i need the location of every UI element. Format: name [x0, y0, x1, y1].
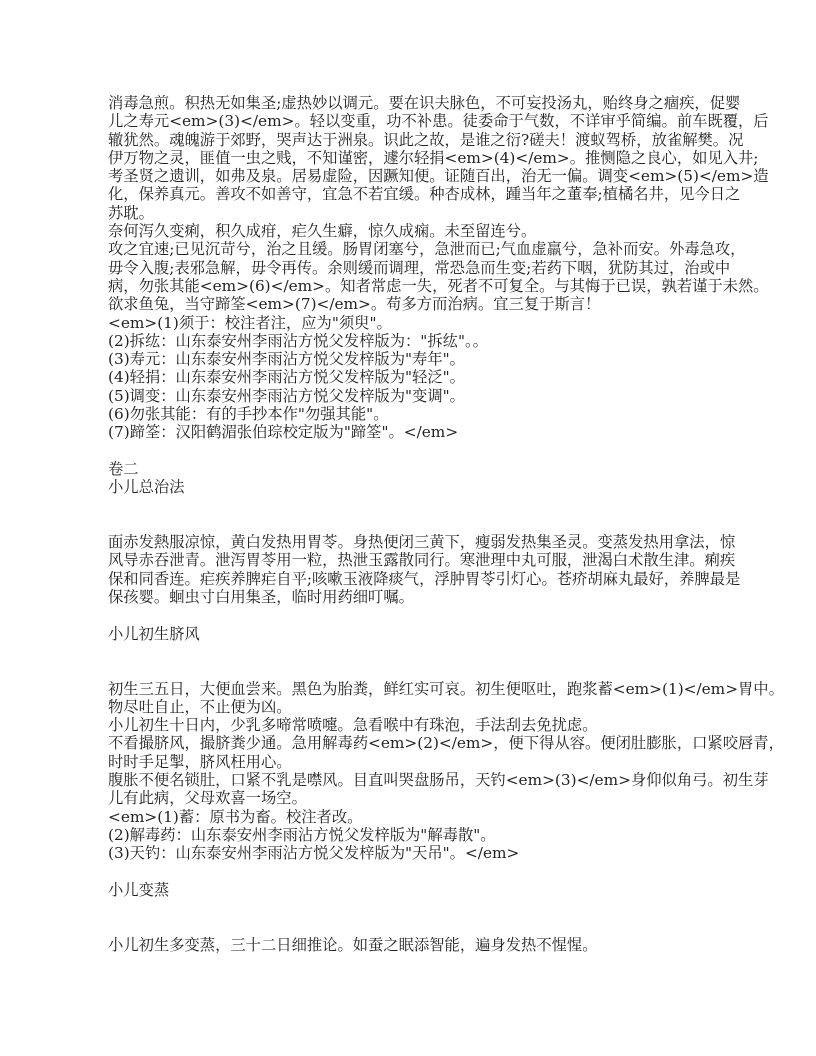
text-line: 保和同香连。疟疾养脾疟自平;咳嗽玉液降痰气，浮肿胃苓引灯心。苍疥胡麻丸最好，养脾最是: [108, 569, 741, 588]
text-line: 化，保养真元。善攻不如善守，宜急不若宜缓。种杏成林，踵当年之董奉;植橘名井，见今日之: [108, 185, 741, 204]
text-line: 风导赤吞泄青。泄泻胃苓用一粒，热泄玉露散同行。寒泄理中丸可服，泄渴白术散生津。痢疾: [108, 551, 736, 570]
preface-paragraph: [108, 94, 769, 442]
section-paragraph: [108, 936, 748, 954]
section: [108, 606, 784, 863]
section-paragraph: [108, 679, 784, 863]
text-line: (6)勿张其能：有的手抄本作"勿强其能"。: [108, 405, 389, 424]
text-line: 奈何泻久变痢，积久成疳，疟久生癖，惊久成痫。未至留连兮。: [108, 222, 537, 241]
section: [108, 862, 748, 953]
text-line: 初生三五日，大便血尝来。黑色为胎粪，鲜红实可哀。初生便呕吐，跑浆蓄<em>(1)</em>胃中。: [108, 679, 784, 698]
text-line: 儿之寿元<em>(3)</em>。轻以变重，功不补患。徒委命于气数，不详审乎简编。前车既覆，后: [108, 112, 769, 131]
text-line: <em>(1)蓄：原书为畜。校注者改。: [108, 807, 363, 826]
text-line: (7)蹄筌：汉阳鹤湄张伯琮校定版为"蹄筌"。</em>: [108, 423, 459, 442]
text-line: (3)寿元：山东泰安州李雨沾方悦父发梓版为"寿年"。: [108, 350, 465, 369]
section-heading: 小儿变蒸: [108, 880, 170, 899]
text-line: 消毒急煎。积热无如集圣;虚热妙以调元。要在识夫脉色，不可妄投汤丸，贻终身之痼疾，促婴: [108, 94, 741, 112]
text-line: 儿有此病，父母欢喜一场空。: [108, 789, 307, 808]
text-line: (5)调变：山东泰安州李雨沾方悦父发梓版为"变调"。: [108, 386, 465, 405]
section-heading: 小儿总治法: [108, 478, 185, 497]
section: [108, 478, 748, 606]
volume-title: 卷二: [108, 459, 139, 478]
text-line: 小儿初生多变蒸，三十二日细推论。如蚕之眠添智能，遍身发热不惺惺。: [108, 935, 598, 954]
text-line: 小儿初生十日内，少乳多啼常喷嚏。急看喉中有珠泡，手法刮去免扰虑。: [108, 716, 598, 735]
text-line: (2)解毒药：山东泰安州李雨沾方悦父发梓版为"解毒散"。: [108, 825, 496, 844]
text-line: 伊万物之灵，匪值一虫之贱，不知谨密，遽尔轻捐<em>(4)</em>。推恻隐之良心，如见入井;: [108, 148, 759, 167]
section-heading: 小儿初生脐风: [108, 624, 200, 643]
text-line: (3)天钓：山东泰安州李雨沾方悦父发梓版为"天吊"。</em>: [108, 844, 520, 863]
text-line: 毋令入腹;表邪急解，毋令再传。余则缓而调理，常恐急而生变;若药下咽，犹防其过，治或中: [108, 258, 731, 277]
text-line: 辙犹然。魂魄游于郊野，哭声达于洲泉。识此之故，是谁之衍?磋夫！渡蚁驾桥，放雀解樊。况: [108, 130, 744, 149]
text-line: 病，勿张其能<em>(6)</em>。知者常虑一失，死者不可复全。与其悔于已误，孰若谨于未然。: [108, 276, 769, 295]
text-line: 面赤发熱服凉惊，黄白发热用胃苓。身热便闭三黄下，瘦弱发热集圣灵。变蒸发热用拿法，惊: [108, 533, 736, 552]
text-line: 苏耽。: [108, 203, 154, 222]
text-line: 不看撮脐风，撮脐粪少通。急用解毒药<em>(2)</em>，便下得从容。便闭肚膨胀，口紧咬唇青，: [108, 734, 784, 753]
text-line: 考圣贤之遗训，如弗及泉。居易虚险，因蹶知便。证随百出，治无一偏。调变<em>(5)</em>造: [108, 167, 769, 186]
text-line: 保孩婴。蛔虫寸白用集圣，临时用药细叮嘱。: [108, 588, 414, 607]
text-line: 欲求鱼兔，当守蹄筌<em>(7)</em>。苟多方而治病。宜三复于斯言！: [108, 295, 601, 314]
text-line: 时时手足掣，脐风枉用心。: [108, 752, 292, 771]
text-line: 腹胀不便名锁肚，口紧不乳是噤风。目直叫哭盘肠吊，天钓<em>(3)</em>身仰似角弓。初生芽: [108, 770, 769, 789]
text-line: (4)轻捐：山东泰安州李雨沾方悦父发梓版为"轻泛"。: [108, 368, 465, 387]
text-line: 攻之宜速;已见沉苛兮，治之且缓。肠胃闭塞兮，急泄而已;气血虚羸兮，急补而安。外毒急攻，: [108, 240, 746, 259]
text-line: 物尽吐自止，不止便为凶。: [108, 697, 292, 716]
document-body: [108, 94, 784, 954]
text-line: (2)拆纮：山东泰安州李雨沾方悦父发梓版为："拆纮"。。: [108, 331, 488, 350]
text-line: <em>(1)须于：校注者注，应为"须臾"。: [108, 313, 392, 332]
section-paragraph: [108, 533, 748, 606]
